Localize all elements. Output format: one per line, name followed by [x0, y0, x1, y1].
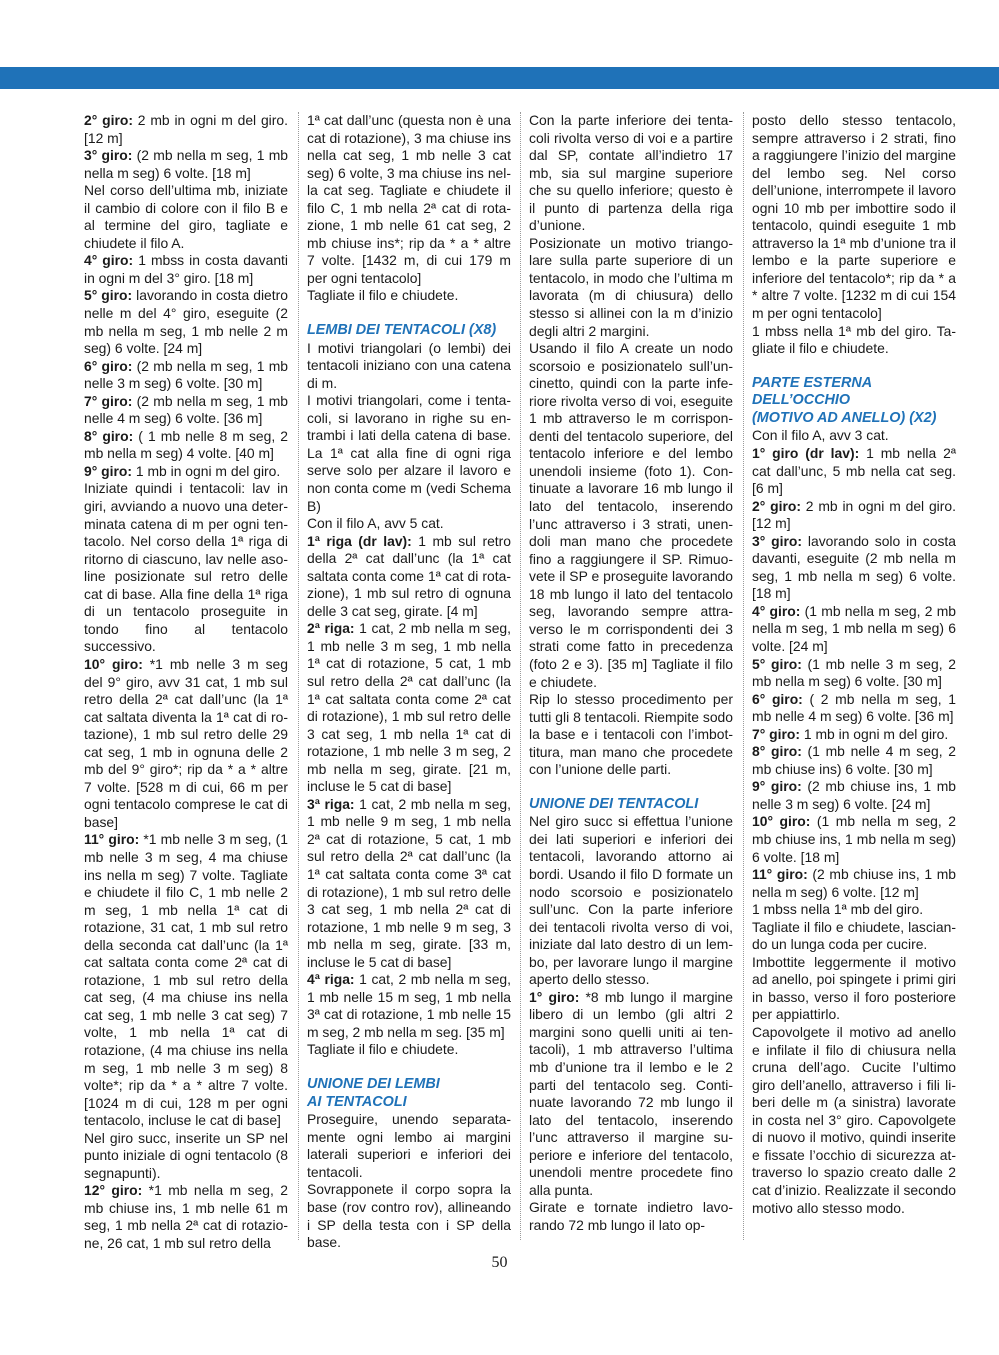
step-text: (2 mb nella m seg, 1 mb nella m seg) 6 volte. [18 m] — [84, 147, 288, 181]
instruction-paragraph — [752, 112, 956, 323]
step-label: 1ª riga (dr lav): — [307, 532, 412, 549]
step-label: 6° giro: — [752, 690, 803, 707]
step-text: Nel giro succ si effettua l’unione dei lati superiori e inferiori dei tentacoli, lavorando attorno ai bordi. Usando il filo D formate un nodo scorsoio e posizionatelo sull’unc. Con la parte inferiore dei tentacoli rivolta verso di voi, iniziate dal lato destro di un lembo, per lavorare lungo il margine aperto dello stesso. — [529, 813, 733, 988]
instruction-paragraph — [84, 656, 288, 831]
instruction-paragraph — [752, 691, 956, 726]
instruction-paragraph — [307, 1181, 511, 1251]
step-text: 1 mbss nella 1ª mb del giro. — [752, 901, 924, 918]
paragraph-list — [307, 112, 511, 305]
instruction-paragraph — [529, 989, 733, 1200]
section-heading-unione-tentacoli: UNIONE DEI TENTACOLI — [529, 795, 699, 812]
step-text: ( 1 mb nelle 8 m seg, 2 mb nella m seg) 4 volte. [40 m] — [84, 427, 288, 462]
step-text: 1 mb sul retro della 2ª cat dall’unc (la 1ª cat saltata conta come 1ª cat di rotazione), 1 mb sul retro di ognuna delle 3 cat seg, girate. [4 m] — [307, 532, 511, 619]
step-text: 1 mbss in costa davanti in ogni m del 3° giro. [18 m] — [84, 252, 288, 286]
step-text: Con il filo A, avv 3 cat. — [752, 427, 889, 444]
step-text: Imbottite leggermente il motivo ad anello, poi spingete i primi giri in basso, verso il foro posteriore per appiattirlo. — [752, 953, 956, 1023]
instruction-paragraph — [84, 463, 288, 481]
step-text: Tagliate il filo e chiudete. — [307, 1041, 459, 1058]
instruction-paragraph — [752, 427, 956, 445]
instruction-paragraph — [307, 112, 511, 287]
instruction-paragraph — [752, 954, 956, 1024]
instruction-paragraph — [529, 112, 733, 235]
step-text: I motivi triangolari (o lembi) dei tentacoli iniziano con una catena di m. — [307, 339, 511, 391]
instruction-paragraph — [752, 533, 956, 603]
step-text: Tagliate il filo e chiudete, lasciando un lunga coda per cucire. — [752, 918, 956, 953]
step-text: 1 mb in ogni m del giro. — [132, 462, 281, 479]
step-text: posto dello stesso tentacolo, sempre attraverso i 2 strati, fino a raggiungere l’inizio del margine del lembo seg. Nel corso dell’unione, interrompete il lavoro ogni 10 mb per imbottire sodo il tentacolo, quindi eseguite 1 mb attraverso la 1ª mb d’unione tra il lembo e la parte superiore e inferiore del tentacolo*; rip da * a * altre 7 volte. [1232 m di cui 154 m per ogni tentacolo] — [752, 112, 956, 322]
step-label: 4ª riga: — [307, 971, 355, 988]
instruction-paragraph — [307, 392, 511, 515]
instruction-paragraph — [84, 112, 288, 147]
header-color-band — [0, 67, 999, 89]
step-label: 10° giro: — [752, 813, 811, 830]
instruction-paragraph — [529, 691, 733, 779]
step-label: 9° giro: — [84, 462, 133, 479]
instruction-paragraph — [752, 445, 956, 498]
instruction-paragraph — [752, 778, 956, 813]
step-text: 1 mb in ogni m del giro. — [800, 725, 949, 742]
step-text: 1 mb nella 2ª cat dall’unc, 5 mb nella cat seg. [6 m] — [752, 444, 956, 497]
step-text: lavorando solo in costa davanti, eseguite (2 mb nella m seg, 1 mb nella m seg) 6 volte. [18 m] — [752, 532, 956, 602]
paragraph-list — [529, 813, 733, 1234]
step-text: *8 mb lungo il margine libero di un lembo (gli altri 2 margini sono quelli uniti ai tentacoli), 1 mb attraverso l’ultima mb d’unione tra il lembo e le 2 parti del tentacolo seg. Continuate lavorando 72 mb lungo il lato del tentacolo, inserendo l’unc attraverso il margine superiore e inferiore del tentacolo, unendoli mentre procedete fino alla punta. — [529, 988, 733, 1198]
instruction-paragraph — [529, 813, 733, 988]
section-heading-unione-lembi: UNIONE DEI LEMBI AI TENTACOLI — [307, 1076, 440, 1110]
step-text: (1 mb nella m seg, 2 mb chiuse ins, 1 mb nella m seg) 6 volte. [18 m] — [752, 813, 957, 865]
instruction-paragraph — [84, 147, 288, 182]
step-label: 2° giro: — [752, 497, 801, 514]
step-label: 3° giro: — [84, 147, 133, 164]
step-label: 8° giro: — [752, 743, 802, 760]
column-separator — [743, 112, 744, 1240]
instruction-paragraph — [752, 813, 956, 866]
instruction-paragraph — [307, 287, 511, 305]
step-text: 1 cat, 2 mb nella m seg, 1 mb nelle 3 m seg, 1 mb nella 1ª cat di rotazione, 5 cat, 1 mb sul retro della 2ª cat dall’unc (la 1ª cat saltata conta come 2ª cat di rotazione), 1 mb sul retro delle 3 cat seg, 1 mb nella 1ª cat di rotazione, 1 mb nelle 3 m seg, 2 mb nella m seg, girate. [21 m, incluse le 5 cat di base] — [307, 620, 512, 795]
instruction-paragraph — [752, 726, 956, 744]
step-text: 1 cat, 2 mb nella m seg, 1 mb nelle 9 m seg, 1 mb nella 2ª cat di rotazione, 5 cat, 1 mb sul retro della 2ª cat dall’unc (la 1ª cat saltata conta come 3ª cat di rotazione), 1 mb sul retro delle 3 cat seg, 1 mb nella 2ª cat di rotazione, 1 mb nelle 9 m seg, 3 mb nella m seg, girate. [33 m, incluse le 5 cat di base] — [307, 795, 512, 970]
instruction-paragraph — [752, 901, 956, 919]
step-text: (2 mb nella m seg, 1 mb nelle 4 m seg) 6 volte. [36 m] — [84, 392, 288, 427]
instruction-paragraph — [307, 971, 511, 1041]
step-label: 3° giro: — [752, 532, 803, 549]
paragraph-list — [307, 340, 511, 1059]
instruction-paragraph — [84, 1130, 288, 1183]
instruction-paragraph — [529, 1199, 733, 1234]
step-text: *1 mb nelle 3 m seg del 9° giro, avv 31 cat, 1 mb sul retro della 2ª cat dall’unc (la 1ª cat saltata diventa la 1ª cat di rotazione), 1 mb sul retro delle 29 cat seg, 1 mb in ognuna delle 2 mb del 9° giro*; rip da * a * altre 7 volte. [528 m di cui, 66 m per ogni tentacolo comprese le cat di base] — [84, 655, 289, 830]
section-heading-occhio: PARTE ESTERNA DELL’OCCHIO (MOTIVO AD ANELLO) (X2) — [752, 374, 937, 426]
instruction-paragraph — [84, 358, 288, 393]
page-number: 50 — [491, 1254, 508, 1271]
step-text: (2 mb chiuse ins, 1 mb nelle 3 m seg) 6 volte. [24 m] — [752, 778, 956, 812]
paragraph-list — [752, 427, 956, 1217]
instruction-paragraph — [84, 182, 288, 252]
instruction-paragraph — [307, 533, 511, 621]
step-text: Usando il filo A create un nodo scorsoio e posizionatelo sull’uncinetto, quindi con la parte inferiore rivolta verso di voi, eseguite 1 mb attraverso le m corrispondenti del tentacolo superiore, del tentacolo inferiore e del lembo unendoli insieme (foto 1). Continuate a lavorare 16 mb lungo il lato del tentacolo, inserendo l’unc attraverso i 3 strati, unendoli man mano che procedete fino a raggiungere il SP. Rimuovete il SP e proseguite lavorando 18 mb lungo il lato del tentacolo seg, lavorando sempre attraverso le m corrispondenti dei 3 strati come fatto in precedenza (foto 2 e 3). [35 m] Tagliate il filo e chiudete. — [529, 340, 733, 690]
step-label: 3ª riga: — [307, 795, 355, 812]
step-text: 2 mb in ogni m del giro. [12 m] — [752, 497, 956, 532]
step-text: (2 mb chiuse ins, 1 mb nella m seg) 6 volte. [12 m] — [752, 866, 957, 900]
step-text: Posizionate un motivo triangolare sulla parte superiore di un tentacolo, in modo che l’ultima m lavorata (m di chiusura) dello stesso si allinei con la m d’inizio degli altri 2 margini. — [529, 234, 733, 339]
instruction-paragraph — [84, 252, 288, 287]
text-column-2 — [307, 112, 511, 1252]
step-label: 11° giro: — [752, 866, 808, 883]
instruction-paragraph — [529, 235, 733, 340]
step-label: 4° giro: — [84, 252, 134, 269]
step-text: Rip lo stesso procedimento per tutti gli 8 tentacoli. Riempite sodo la base e i tentacoli con l’imbottitura, man mano che procedete con l’unione delle parti. — [529, 691, 733, 778]
instruction-paragraph — [84, 287, 288, 357]
step-label: 9° giro: — [752, 778, 802, 795]
step-label: 2° giro: — [84, 112, 133, 128]
step-text: Nel giro succ, inserite un SP nel punto iniziale di ogni tentacolo (8 segnapunti). — [84, 1129, 288, 1181]
step-text: Nel corso dell’ultima mb, iniziate il cambio di colore con il filo B e al termine del giro, tagliate e chiudete il filo A. — [84, 182, 288, 251]
step-text: (2 mb nella m seg, 1 mb nelle 3 m seg) 6 volte. [30 m] — [84, 357, 288, 392]
step-text: Proseguire, unendo separatamente ogni lembo ai margini laterali superiori e inferiori dei tentacoli. — [307, 1111, 511, 1180]
instruction-paragraph — [752, 743, 956, 778]
instruction-paragraph — [752, 656, 956, 691]
text-column-3 — [529, 112, 733, 1235]
step-text: *1 mb nella m seg, 2 mb chiuse ins, 1 mb nelle 61 m seg, 1 mb nella 2ª cat di rotazione, 26 cat, 1 mb sul retro della — [84, 1182, 288, 1251]
instruction-paragraph — [307, 515, 511, 533]
step-label: 1° giro: — [529, 988, 580, 1005]
column-separator — [520, 112, 521, 1240]
step-text: Con il filo A, avv 5 cat. — [307, 515, 444, 532]
step-label: 7° giro: — [752, 725, 801, 742]
text-column-4 — [752, 112, 956, 1217]
step-label: 4° giro: — [752, 602, 801, 619]
instruction-paragraph — [752, 1024, 956, 1217]
step-text: (1 mb nella m seg, 2 mb nella m seg, 1 mb nella m seg) 6 volte. [24 m] — [752, 602, 956, 654]
step-label: 5° giro: — [752, 655, 802, 672]
step-text: Girate e tornate indietro lavorando 72 mb lungo il lato op- — [529, 1199, 733, 1233]
instruction-paragraph — [752, 919, 956, 954]
instruction-paragraph — [752, 498, 956, 533]
step-label: 1° giro (dr lav): — [752, 444, 860, 461]
instruction-paragraph — [529, 340, 733, 691]
step-label: 11° giro: — [84, 831, 140, 848]
instruction-paragraph — [307, 340, 511, 393]
step-text: Capovolgete il motivo ad anello e infilate il filo di chiusura nella cruna dell’ago. Cucite l’ultimo giro dell’anello, attraverso i fili liberi delle m (a sinistra) lavorate in costa nel 3° giro. Capovolgete di nuovo il motivo, quindi inserite e fissate l’occhio di sicurezza attraverso lo spazio creato dalle 2 cat d’inizio. Realizzate il secondo motivo allo stesso modo. — [752, 1024, 956, 1216]
step-text: Iniziate quindi i tentacoli: lav in giri, avviando a nuovo una determinata catena di m per ogni tentacolo. Nel corso della 1ª riga di ritorno di ciascuno, lav nelle asoline posizionate sul retro delle cat di base. Alla fine della 1ª riga di un tentacolo proseguite in tondo fino al tentacolo successivo. — [84, 480, 288, 655]
step-text: Sovrapponete il corpo sopra la base (rov contro rov), allineando i SP della testa con i SP della base. — [307, 1181, 511, 1251]
step-text: ( 2 mb nella m seg, 1 mb nelle 4 m seg) 6 volte. [36 m] — [752, 690, 956, 725]
step-label: 2ª riga: — [307, 620, 355, 637]
step-text: 2 mb in ogni m del giro. [12 m] — [84, 112, 288, 146]
instruction-paragraph — [752, 603, 956, 656]
instruction-paragraph — [307, 1111, 511, 1181]
step-text: I motivi triangolari, come i tentacoli, si lavorano in righe su entrambi i lati della catena di base. La 1ª cat alla fine di ogni riga serve solo per alzare il lavoro e non conta come m (vedi Schema B) — [307, 392, 511, 514]
instruction-paragraph — [84, 393, 288, 428]
text-column-1 — [84, 112, 288, 1253]
step-text: Tagliate il filo e chiudete. — [307, 287, 459, 304]
paragraph-list — [84, 112, 288, 1253]
instruction-paragraph — [307, 620, 511, 795]
step-label: 8° giro: — [84, 427, 134, 444]
paragraph-list — [752, 112, 956, 358]
instruction-paragraph — [307, 1041, 511, 1059]
step-label: 12° giro: — [84, 1182, 143, 1199]
section-heading-lembi: LEMBI DEI TENTACOLI (X8) — [307, 322, 497, 339]
step-text: (1 mb nelle 4 m seg, 2 mb chiuse ins) 6 volte. [30 m] — [752, 743, 956, 777]
instruction-paragraph — [84, 428, 288, 463]
instruction-paragraph — [752, 866, 956, 901]
step-label: 10° giro: — [84, 655, 143, 672]
instruction-paragraph — [84, 831, 288, 1129]
step-text: lavorando in costa dietro nelle m del 4° giro, eseguite (2 mb nella m seg, 1 mb nelle 2 m seg) 6 volte. [24 m] — [84, 287, 288, 357]
paragraph-list — [529, 112, 733, 779]
step-text: 1ª cat dall’unc (questa non è una cat di rotazione), 3 ma chiuse ins nella cat seg, 1 mb nelle 3 cat seg) 6 volte, 3 ma chiuse ins nella cat seg. Tagliate e chiudete il filo C, 1 mb nella 2ª cat di rotazione, 1 mb nelle 61 cat seg, 2 mb chiuse ins*; rip da * a * altre 7 volte. [1432 m, di cui 179 m per ogni tentacolo] — [307, 112, 511, 286]
step-text: Con la parte inferiore dei tentacoli rivolta verso di voi e a partire dal SP, contate all’indietro 17 mb, sia sul margine superiore che su quello inferiore; questo è il punto di partenza della riga d’unione. — [529, 112, 733, 234]
step-label: 7° giro: — [84, 392, 133, 409]
instruction-paragraph — [84, 1182, 288, 1252]
instruction-paragraph — [752, 323, 956, 358]
step-label: 6° giro: — [84, 357, 133, 374]
step-text: 1 cat, 2 mb nella m seg, 1 mb nelle 15 m seg, 1 mb nella 3ª cat di rotazione, 1 mb nelle 15 m seg, 2 mb nella m seg. [35 m] — [307, 971, 512, 1040]
step-text: (1 mb nelle 3 m seg, 2 mb nella m seg) 6 volte. [30 m] — [752, 655, 956, 690]
step-text: 1 mbss nella 1ª mb del giro. Tagliate il filo e chiudete. — [752, 322, 956, 357]
instruction-paragraph — [307, 796, 511, 971]
step-text: *1 mb nelle 3 m seg, (1 mb nelle 3 m seg, 4 ma chiuse ins nella m seg) 7 volte. Tagliate e chiudete il filo C, 1 mb nelle 2 m seg, 1 mb nella 1ª cat di rotazione, 31 cat, 1 mb sul retro della seconda cat dall’unc (la 1ª cat saltata conta come 2ª cat di rotazione, 1 mb sul retro della cat seg, (4 ma chiuse ins nella cat seg, 1 mb nelle 3 cat seg) 7 volte, 1 mb nella 1ª cat di rotazione, (4 ma chiuse ins nella m seg, 1 mb nelle 3 m seg) 8 volte*; rip da * a * altre 7 volte. [1024 m di cui, 128 m per ogni tentacolo, incluse le cat di base] — [84, 831, 288, 1129]
paragraph-list — [307, 1111, 511, 1251]
step-label: 5° giro: — [84, 287, 133, 304]
column-separator — [298, 112, 299, 1240]
instruction-paragraph — [84, 480, 288, 655]
